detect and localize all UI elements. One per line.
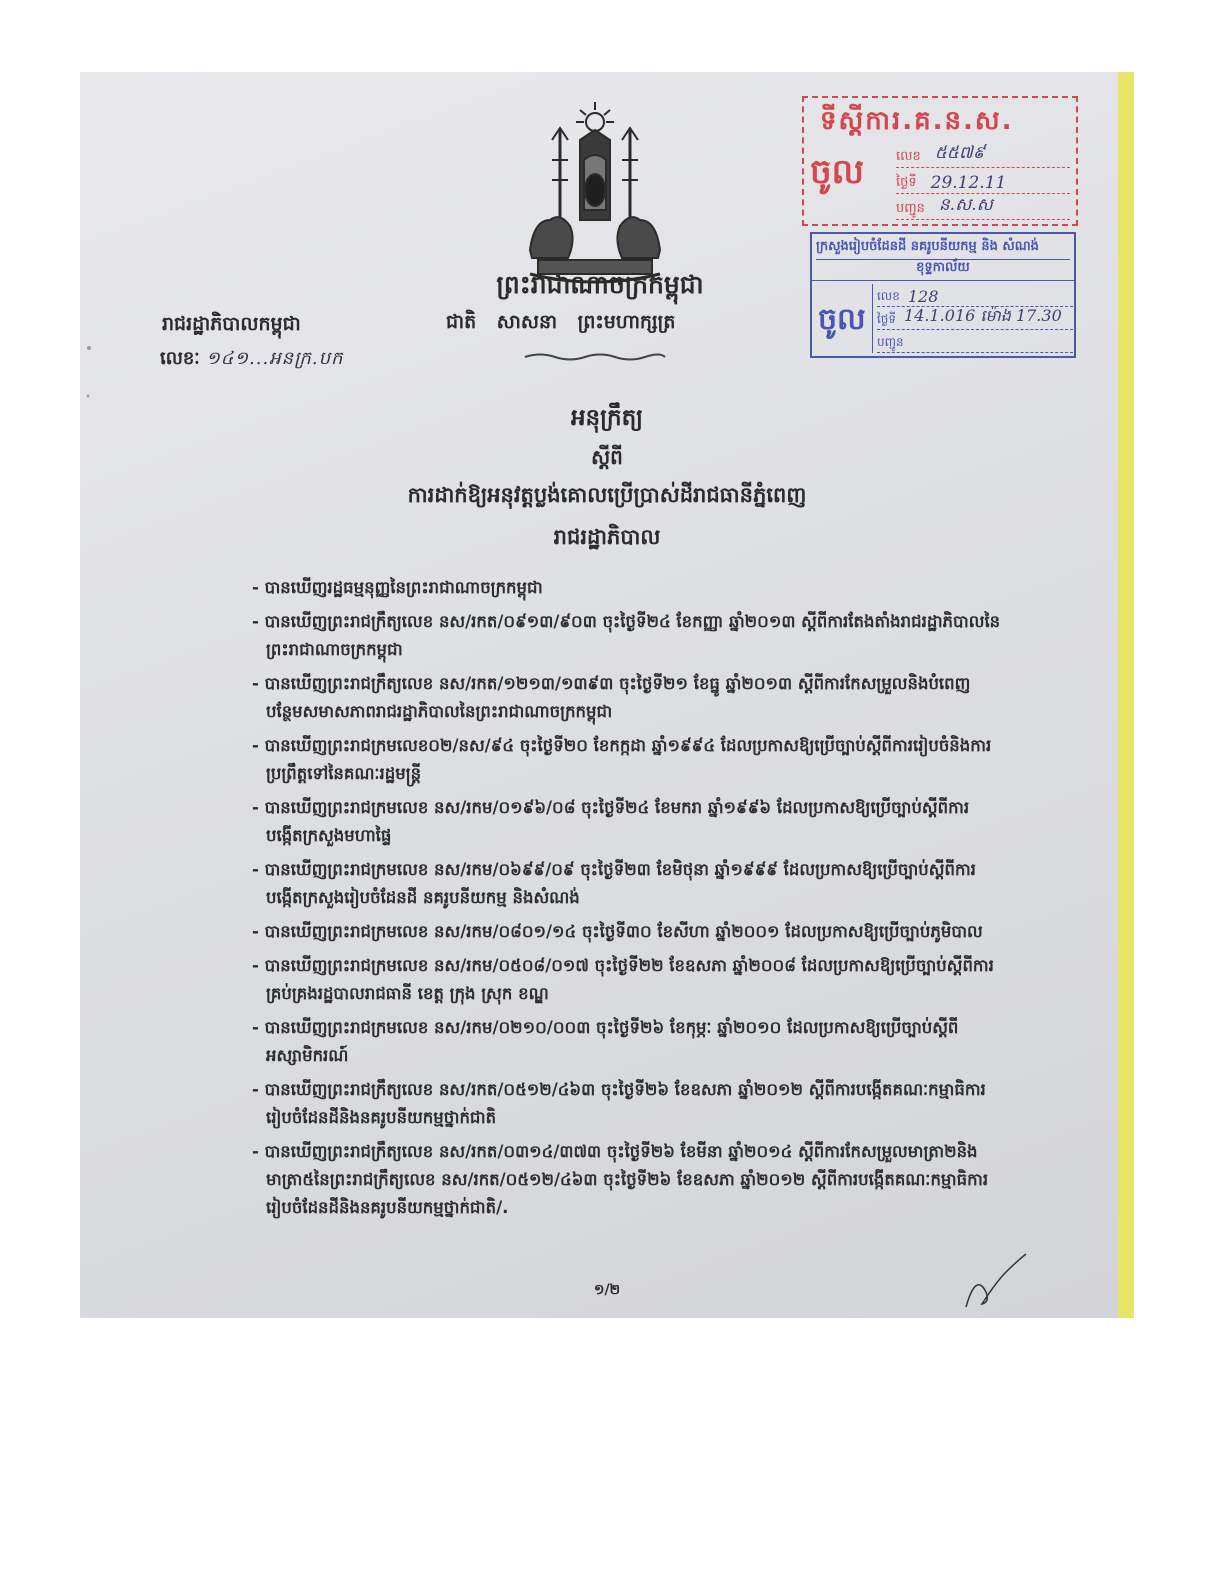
stamp-date-label: ថ្ងៃទី — [896, 175, 917, 190]
stamp-date-value: 14.1.016 ម៉ោង 17.30 — [904, 306, 1062, 325]
page-number: ១/២ — [593, 1282, 621, 1298]
document-subject: ការដាក់ឱ្យអនុវត្តប្លង់គោលប្រើប្រាស់ដីរាជធានីភ្នំពេញ — [407, 483, 807, 507]
margin-mark — [82, 338, 96, 408]
list-item: - បានឃើញរដ្ឋធម្មនុញ្ញនៃព្រះរាជាណាចក្រកម្ពុជា — [252, 574, 1004, 602]
royal-coat-of-arms-icon — [510, 100, 680, 290]
stamp-date-row — [877, 307, 1073, 330]
stamp-received-word: ចូល — [810, 152, 864, 192]
issuing-authority: រាជរដ្ឋាភិបាលកម្ពុជា — [162, 313, 301, 335]
divider-ornament — [520, 352, 670, 362]
stamp-number-value: ៥៥៧៩ — [934, 143, 985, 163]
legal-references-list — [252, 574, 1004, 1228]
list-item: - បានឃើញព្រះរាជក្រមលេខ នស/រកម/០២១០/០០៣ ចុះថ្ងៃទី២៦ ខែកុម្ភៈ ឆ្នាំ២០១០ ដែលប្រកាសឱ្យប្រើច្បាប់ស្តីពីអស្សាមិករណ៍ — [252, 1014, 1004, 1070]
received-stamp-red — [802, 96, 1078, 226]
document-title: អនុក្រឹត្យ — [570, 405, 644, 431]
stamp-office-title: ទីស្តីការ.គ.ន.ស. — [820, 106, 1014, 136]
document-number — [160, 346, 343, 373]
list-item: - បានឃើញព្រះរាជក្រមលេខ នស/រកម/០៦៩៩/០៩ ចុះថ្ងៃទី២៣ ខែមិថុនា ឆ្នាំ១៩៩៩ ដែលប្រកាសឱ្យប្រើច្បាប់ស្តីពីការបង្កើតក្រសួងរៀបចំដែនដី នគរូបនីយកម្ម និងសំណង់ — [252, 856, 1004, 912]
list-item: - បានឃើញព្រះរាជក្រមលេខ០២/នស/៩៤ ចុះថ្ងៃទី២០ ខែកក្កដា ឆ្នាំ១៩៩៤ ដែលប្រកាសឱ្យប្រើច្បាប់ស្តីពីការរៀបចំនិងការប្រព្រឹត្តទៅនៃគណៈរដ្ឋមន្ត្រី — [252, 732, 1004, 788]
list-item: - បានឃើញព្រះរាជក្រឹត្យលេខ នស/រកត/០៣១៤/៣៧៣ ចុះថ្ងៃទី២៦ ខែមីនា ឆ្នាំ២០១៤ ស្តីពីការកែសម្រួលមាត្រា២និងមាត្រា៥នៃព្រះរាជក្រឹត្យលេខ នស/រកត/០៥១២/៤៦៣ ចុះថ្ងៃទី២៦ ខែឧសភា ឆ្នាំ២០១២ ស្តីពីការបង្កើតគណៈកម្មាធិការរៀបចំដែនដីនិងនគរូបនីយកម្មថ្នាក់ជាតិ/. — [252, 1138, 1004, 1222]
about-label: ស្តីពី — [591, 445, 623, 469]
stamp-received-word: ចូល — [818, 302, 866, 337]
stamp-fields — [872, 284, 1073, 353]
stamp-forward-label: បញ្ជូន — [877, 335, 904, 349]
stamp-number-value: 128 — [907, 287, 939, 306]
yellow-page-edge — [1118, 72, 1134, 1318]
stamp-forward-row — [877, 330, 1073, 353]
national-motto: ជាតិ សាសនា ព្រះមហាក្សត្រ — [446, 311, 676, 333]
stamp-cabinet-subtitle: ខុទ្ទកាល័យ — [812, 259, 1074, 281]
stamp-number-label: លេខ — [896, 149, 921, 164]
document-number-value: ១៤១...អនក្រ.បក — [206, 348, 344, 369]
list-item: - បានឃើញព្រះរាជក្រឹត្យលេខ នស/រកត/១២១៣/១៣៩៣ ចុះថ្ងៃទី២១ ខែធ្នូ ឆ្នាំ២០១៣ ស្តីពីការកែសម្រួលនិងបំពេញបន្ថែមសមាសភាពរាជរដ្ឋាភិបាលនៃព្រះរាជាណាចក្រកម្ពុជា — [252, 670, 1004, 726]
document-number-label: លេខៈ — [160, 348, 200, 369]
stamp-forward-label: បញ្ជូន — [896, 201, 925, 216]
document-photo — [80, 72, 1134, 1318]
stamp-ministry-title: ក្រសួងរៀបចំដែនដី នគរូបនីយកម្ម និង សំណង់ — [816, 238, 1070, 260]
received-stamp-blue — [810, 232, 1076, 358]
list-item: - បានឃើញព្រះរាជក្រមលេខ នស/រកម/០៥០៨/០១៧ ចុះថ្ងៃទី២២ ខែឧសភា ឆ្នាំ២០០៨ ដែលប្រកាសឱ្យប្រើច្បាប់ស្តីពីការគ្រប់គ្រងរដ្ឋបាលរាជធានី ខេត្ត ក្រុង ស្រុក ខណ្ឌ — [252, 952, 1004, 1008]
list-item: - បានឃើញព្រះរាជក្រឹត្យលេខ នស/រកត/០៩១៣/៩០៣ ចុះថ្ងៃទី២៤ ខែកញ្ញា ឆ្នាំ២០១៣ ស្តីពីការតែងតាំងរាជរដ្ឋាភិបាលនៃព្រះរាជាណាចក្រកម្ពុជា — [252, 608, 1004, 664]
stamp-number-row — [877, 284, 1073, 307]
list-item: - បានឃើញព្រះរាជក្រឹត្យលេខ នស/រកត/០៥១២/៤៦៣ ចុះថ្ងៃទី២៦ ខែឧសភា ឆ្នាំ២០១២ ស្តីពីការបង្កើតគណៈកម្មាធិការរៀបចំដែនដីនិងនគរូបនីយកម្មថ្នាក់ជាតិ — [252, 1076, 1004, 1132]
issuer-heading: រាជរដ្ឋាភិបាល — [553, 525, 661, 549]
stamp-number-row — [896, 142, 1070, 168]
initials-signature — [956, 1252, 1036, 1312]
stamp-date-row — [896, 168, 1070, 194]
list-item: - បានឃើញព្រះរាជក្រមលេខ នស/រកម/០១៩៦/០៨ ចុះថ្ងៃទី២៤ ខែមករា ឆ្នាំ១៩៩៦ ដែលប្រកាសឱ្យប្រើច្បាប់ស្តីពីការបង្កើតក្រសួងមហាផ្ទៃ — [252, 794, 1004, 850]
list-item: - បានឃើញព្រះរាជក្រមលេខ នស/រកម/០៨០១/១៤ ចុះថ្ងៃទី៣០ ខែសីហា ឆ្នាំ២០០១ ដែលប្រកាសឱ្យប្រើច្បាប់ភូមិបាល — [252, 918, 1004, 946]
stamp-forward-value: ន.ស.ស — [938, 195, 993, 215]
stamp-number-label: លេខ — [877, 289, 900, 303]
stamp-forward-row — [896, 194, 1070, 220]
stamp-date-label: ថ្ងៃទី — [877, 312, 897, 326]
stamp-date-value: 29.12.11 — [930, 173, 1007, 193]
stamp-fields — [896, 142, 1070, 220]
kingdom-heading: ព្រះរាជាណាចក្រកម្ពុជា — [496, 270, 704, 299]
